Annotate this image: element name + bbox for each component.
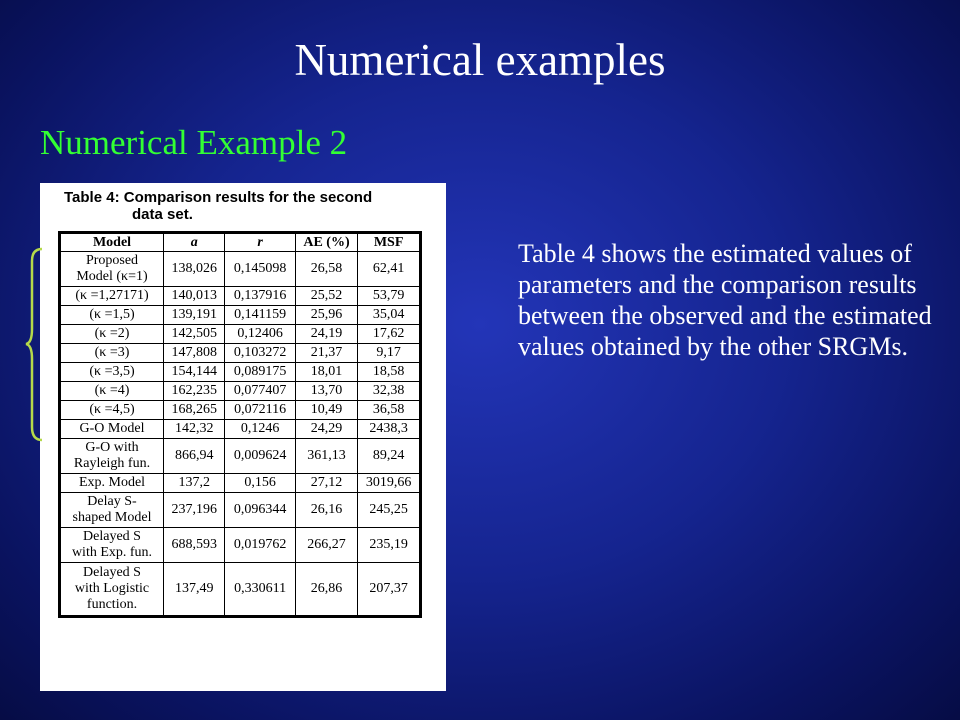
cell-ae: 13,70 bbox=[295, 382, 357, 401]
left-brace-icon bbox=[24, 247, 44, 442]
cell-msf: 62,41 bbox=[358, 252, 421, 287]
cell-msf: 207,37 bbox=[358, 563, 421, 617]
cell-msf: 18,58 bbox=[358, 363, 421, 382]
table-caption bbox=[64, 189, 434, 223]
cell-r: 0,145098 bbox=[225, 252, 295, 287]
cell-model: Proposed Model (κ=1) bbox=[60, 252, 164, 287]
header-a: a bbox=[164, 233, 225, 252]
table-row bbox=[60, 252, 421, 287]
cell-a: 688,593 bbox=[164, 528, 225, 563]
table-row bbox=[60, 363, 421, 382]
cell-msf: 35,04 bbox=[358, 306, 421, 325]
cell-r: 0,137916 bbox=[225, 287, 295, 306]
cell-model: (κ =1,27171) bbox=[60, 287, 164, 306]
header-r: r bbox=[225, 233, 295, 252]
body-text: Table 4 shows the estimated values of parameters and the comparison results between the observed and the estimated values obtained by the other SRGMs. bbox=[518, 239, 932, 361]
cell-a: 147,808 bbox=[164, 344, 225, 363]
slide-subtitle: Numerical Example 2 bbox=[40, 123, 348, 162]
cell-a: 237,196 bbox=[164, 493, 225, 528]
cell-a: 137,49 bbox=[164, 563, 225, 617]
cell-ae: 24,29 bbox=[295, 420, 357, 439]
table-row bbox=[60, 493, 421, 528]
cell-a: 142,32 bbox=[164, 420, 225, 439]
cell-r: 0,009624 bbox=[225, 439, 295, 474]
cell-r: 0,019762 bbox=[225, 528, 295, 563]
cell-model: Delay S- shaped Model bbox=[60, 493, 164, 528]
cell-ae: 24,19 bbox=[295, 325, 357, 344]
cell-r: 0,12406 bbox=[225, 325, 295, 344]
cell-msf: 53,79 bbox=[358, 287, 421, 306]
cell-a: 140,013 bbox=[164, 287, 225, 306]
cell-msf: 17,62 bbox=[358, 325, 421, 344]
cell-msf: 89,24 bbox=[358, 439, 421, 474]
cell-msf: 245,25 bbox=[358, 493, 421, 528]
cell-r: 0,1246 bbox=[225, 420, 295, 439]
cell-msf: 2438,3 bbox=[358, 420, 421, 439]
cell-r: 0,330611 bbox=[225, 563, 295, 617]
table-row bbox=[60, 439, 421, 474]
cell-ae: 26,86 bbox=[295, 563, 357, 617]
cell-model: Exp. Model bbox=[60, 474, 164, 493]
cell-r: 0,077407 bbox=[225, 382, 295, 401]
cell-ae: 18,01 bbox=[295, 363, 357, 382]
cell-msf: 36,58 bbox=[358, 401, 421, 420]
table-row bbox=[60, 382, 421, 401]
cell-msf: 3019,66 bbox=[358, 474, 421, 493]
comparison-table bbox=[58, 231, 422, 618]
cell-msf: 9,17 bbox=[358, 344, 421, 363]
header-model: Model bbox=[60, 233, 164, 252]
header-msf: MSF bbox=[358, 233, 421, 252]
cell-r: 0,156 bbox=[225, 474, 295, 493]
cell-a: 137,2 bbox=[164, 474, 225, 493]
table-row bbox=[60, 474, 421, 493]
cell-a: 154,144 bbox=[164, 363, 225, 382]
table-row bbox=[60, 401, 421, 420]
cell-a: 866,94 bbox=[164, 439, 225, 474]
cell-model: (κ =1,5) bbox=[60, 306, 164, 325]
cell-ae: 26,58 bbox=[295, 252, 357, 287]
cell-model: (κ =2) bbox=[60, 325, 164, 344]
cell-model: (κ =3,5) bbox=[60, 363, 164, 382]
table-row bbox=[60, 563, 421, 617]
cell-model: G-O Model bbox=[60, 420, 164, 439]
table-row bbox=[60, 306, 421, 325]
slide-title: Numerical examples bbox=[294, 35, 666, 85]
cell-model: (κ =4,5) bbox=[60, 401, 164, 420]
cell-r: 0,089175 bbox=[225, 363, 295, 382]
cell-r: 0,141159 bbox=[225, 306, 295, 325]
table-row bbox=[60, 420, 421, 439]
cell-r: 0,096344 bbox=[225, 493, 295, 528]
cell-model: (κ =4) bbox=[60, 382, 164, 401]
cell-ae: 25,96 bbox=[295, 306, 357, 325]
cell-ae: 10,49 bbox=[295, 401, 357, 420]
table-row bbox=[60, 528, 421, 563]
cell-a: 168,265 bbox=[164, 401, 225, 420]
cell-a: 162,235 bbox=[164, 382, 225, 401]
cell-ae: 25,52 bbox=[295, 287, 357, 306]
cell-model: Delayed S with Logistic function. bbox=[60, 563, 164, 617]
cell-a: 142,505 bbox=[164, 325, 225, 344]
cell-ae: 361,13 bbox=[295, 439, 357, 474]
cell-ae: 266,27 bbox=[295, 528, 357, 563]
cell-ae: 21,37 bbox=[295, 344, 357, 363]
table-row bbox=[60, 344, 421, 363]
cell-r: 0,103272 bbox=[225, 344, 295, 363]
cell-model: Delayed S with Exp. fun. bbox=[60, 528, 164, 563]
cell-model: (κ =3) bbox=[60, 344, 164, 363]
table-header-row bbox=[60, 233, 421, 252]
table-image bbox=[40, 183, 446, 691]
cell-model: G-O with Rayleigh fun. bbox=[60, 439, 164, 474]
cell-msf: 32,38 bbox=[358, 382, 421, 401]
table-caption-line1: Table 4: Comparison results for the second bbox=[64, 189, 373, 206]
cell-ae: 27,12 bbox=[295, 474, 357, 493]
cell-a: 138,026 bbox=[164, 252, 225, 287]
cell-r: 0,072116 bbox=[225, 401, 295, 420]
table-row bbox=[60, 287, 421, 306]
table-caption-line2: data set. bbox=[132, 206, 193, 223]
cell-ae: 26,16 bbox=[295, 493, 357, 528]
table-row bbox=[60, 325, 421, 344]
cell-a: 139,191 bbox=[164, 306, 225, 325]
cell-msf: 235,19 bbox=[358, 528, 421, 563]
header-ae: AE (%) bbox=[295, 233, 357, 252]
